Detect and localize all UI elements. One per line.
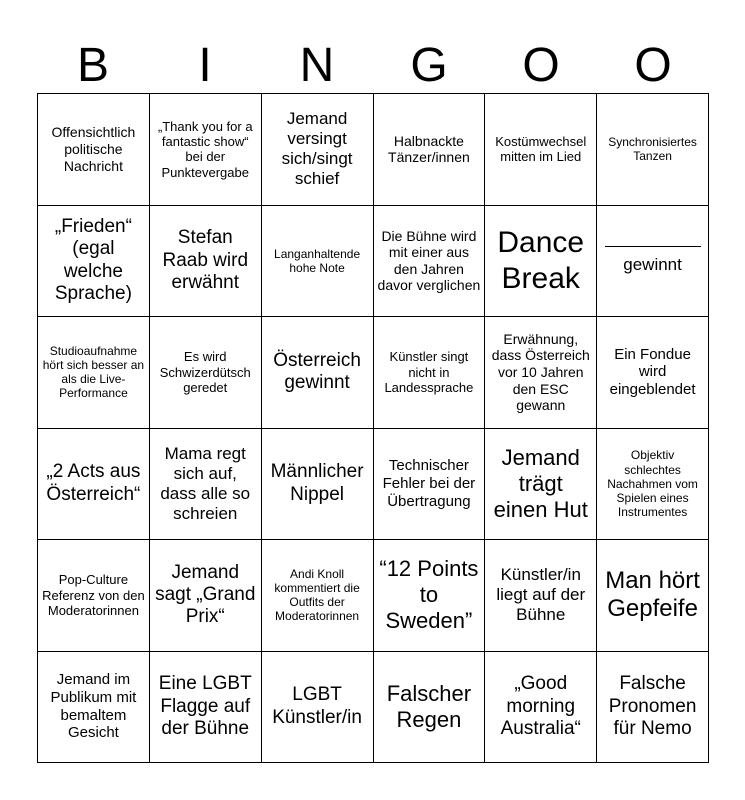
- bingo-cell[interactable]: [485, 94, 597, 206]
- blank-wrap: [605, 246, 701, 275]
- blank-line: [605, 246, 701, 247]
- header-letter-g: G: [410, 39, 448, 92]
- bingo-cell[interactable]: [597, 429, 709, 541]
- bingo-cell[interactable]: [597, 317, 709, 429]
- cell-text: LGBT Künstler/in: [272, 684, 362, 728]
- cell-text: Jemand versingt sich/singt schief: [281, 109, 353, 189]
- header-letter-o-2: O: [634, 39, 672, 92]
- bingo-cell[interactable]: [38, 540, 150, 652]
- cell-text: Jemand sagt „Grand Prix“: [155, 561, 256, 628]
- cell-text: Eine LGBT Flagge auf der Bühne: [158, 673, 252, 739]
- bingo-cell[interactable]: [374, 317, 486, 429]
- cell-text: „2 Acts aus Österreich“: [46, 461, 141, 505]
- bingo-cell[interactable]: [150, 317, 262, 429]
- cell-text: Falscher Regen: [386, 680, 472, 732]
- bingo-cell[interactable]: [485, 429, 597, 541]
- bingo-cell[interactable]: [262, 94, 374, 206]
- cell-text: Es wird Schwizerdütsch geredet: [159, 349, 251, 395]
- cell-text: Stefan Raab wird erwähnt: [162, 227, 249, 293]
- header-letter-n: N: [299, 39, 335, 92]
- cell-text: Künstler/in liegt auf der Bühne: [496, 565, 586, 625]
- cell-text: „Frieden“ (egal welche Sprache): [54, 215, 132, 305]
- bingo-cell[interactable]: [374, 94, 486, 206]
- bingo-cell[interactable]: [38, 94, 150, 206]
- bingo-cell[interactable]: [485, 206, 597, 318]
- header-letter-o: O: [522, 39, 560, 92]
- bingo-cell[interactable]: [374, 540, 486, 652]
- cell-text: Man hört Gepfeife: [605, 566, 700, 623]
- bingo-cell[interactable]: [150, 206, 262, 318]
- cell-text: Synchronisiertes Tanzen: [608, 135, 697, 164]
- cell-text: Technischer Fehler bei der Übertragung: [382, 457, 476, 510]
- bingo-cell[interactable]: [597, 206, 709, 318]
- bingo-cell[interactable]: [38, 206, 150, 318]
- cell-text: Österreich gewinnt: [273, 349, 361, 394]
- cell-text: Künstler singt nicht in Landessprache: [384, 349, 474, 395]
- cell-text: Studioaufnahme hört sich besser an als die Live-Performance: [42, 343, 145, 401]
- bingo-cell[interactable]: [597, 652, 709, 764]
- cell-text: Ein Fondue wird eingeblendet: [609, 345, 696, 399]
- cell-text: „Good morning Australia“: [500, 673, 581, 739]
- bingo-cell[interactable]: [374, 652, 486, 764]
- bingo-cell[interactable]: [150, 429, 262, 541]
- bingo-cell[interactable]: [597, 540, 709, 652]
- bingo-grid: [37, 93, 709, 763]
- cell-text: Jemand im Publikum mit bemaltem Gesicht: [50, 671, 137, 742]
- bingo-cell[interactable]: [150, 652, 262, 764]
- cell-text: Langanhaltende hohe Note: [274, 246, 361, 275]
- bingo-cell[interactable]: [374, 429, 486, 541]
- cell-text: Falsche Pronomen für Nemo: [608, 673, 697, 739]
- bingo-cell[interactable]: [38, 652, 150, 764]
- bingo-cell[interactable]: [38, 317, 150, 429]
- bingo-cell[interactable]: [485, 652, 597, 764]
- cell-text: “12 Points to Sweden”: [379, 556, 479, 634]
- cell-text: gewinnt: [623, 255, 682, 275]
- bingo-cell[interactable]: [262, 429, 374, 541]
- bingo-cell[interactable]: [150, 94, 262, 206]
- cell-text: Dance Break: [497, 226, 585, 295]
- bingo-cell[interactable]: [374, 206, 486, 318]
- bingo-cell[interactable]: [485, 540, 597, 652]
- bingo-cell[interactable]: [262, 317, 374, 429]
- cell-text: „Thank you for a fantastic show“ bei der Punktevergabe: [157, 118, 253, 180]
- cell-text: Mama regt sich auf, dass alle so schreien: [160, 443, 251, 523]
- cell-text: Jemand trägt einen Hut: [493, 444, 588, 522]
- cell-text: Die Bühne wird mit einer aus den Jahren davor verglichen: [377, 227, 481, 294]
- bingo-header: [37, 38, 709, 94]
- bingo-cell[interactable]: [262, 652, 374, 764]
- cell-text: Andi Knoll kommentiert die Outfits der Moderatorinnen: [274, 566, 360, 624]
- bingo-cell[interactable]: [597, 94, 709, 206]
- bingo-cell[interactable]: [150, 540, 262, 652]
- header-letter-i: I: [198, 39, 212, 92]
- bingo-cell[interactable]: [262, 206, 374, 318]
- cell-text: Offensichtlich politische Nachricht: [51, 124, 136, 174]
- cell-text: Objektiv schlechtes Nachahmen vom Spielen eines Instrumentes: [607, 448, 698, 519]
- bingo-cell[interactable]: [38, 429, 150, 541]
- cell-text: Männlicher Nippel: [270, 461, 364, 505]
- cell-text: Pop-Culture Referenz von den Moderatorinnen: [42, 572, 145, 618]
- bingo-cell[interactable]: [485, 317, 597, 429]
- header-letter-b: B: [76, 39, 109, 92]
- cell-text: Halbnackte Tänzer/innen: [388, 132, 470, 166]
- bingo-cell[interactable]: [262, 540, 374, 652]
- cell-text: Kostümwechsel mitten im Lied: [495, 133, 587, 165]
- cell-text: Erwähnung, dass Österreich vor 10 Jahren den ESC gewann: [491, 330, 590, 414]
